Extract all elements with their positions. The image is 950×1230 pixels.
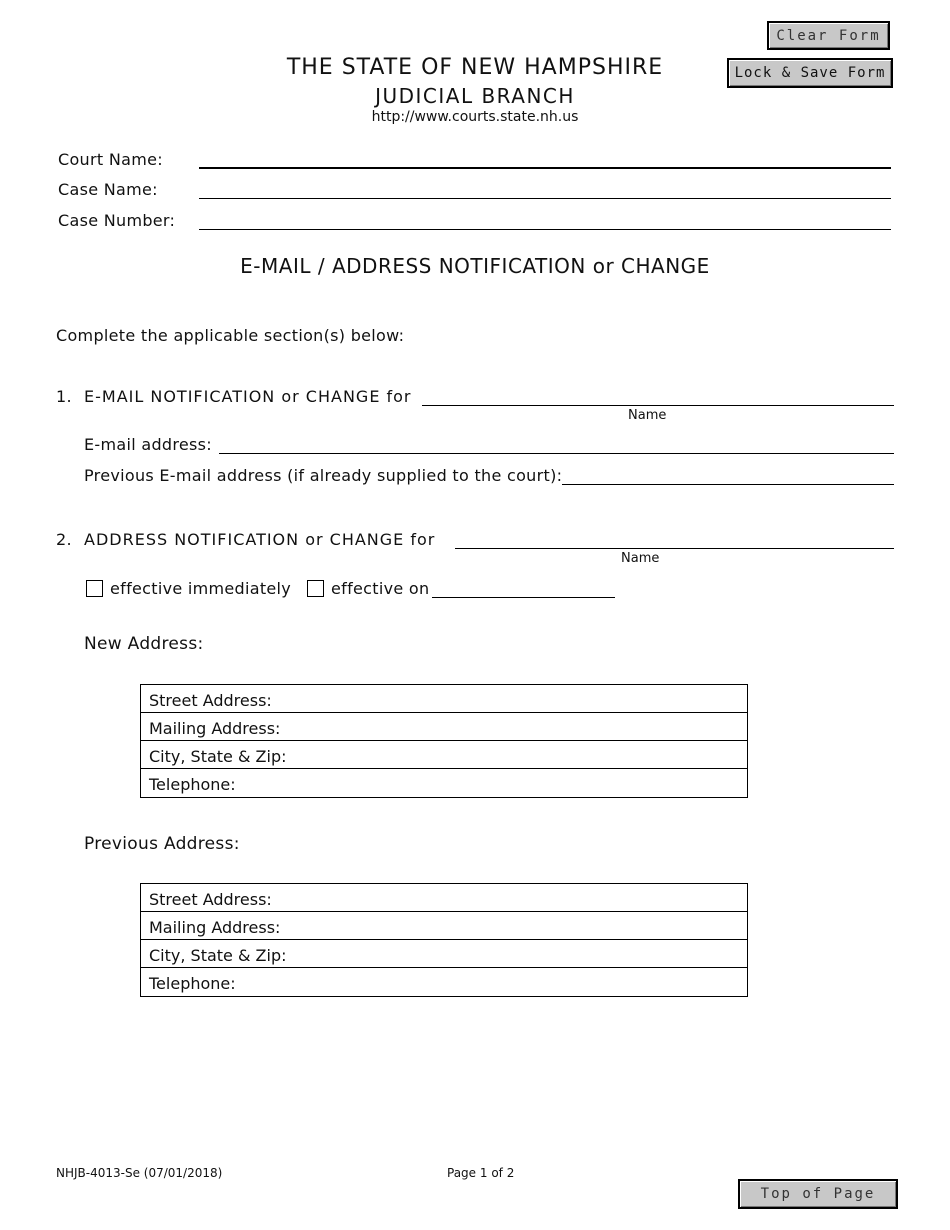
case-name-field[interactable] [199, 198, 891, 199]
effective-on-checkbox[interactable] [307, 580, 324, 597]
section1-number: 1. [56, 387, 72, 406]
prev-city-state-zip-field[interactable]: City, State & Zip: [141, 940, 747, 968]
previous-address-table [140, 883, 748, 997]
prev-street-address-field[interactable]: Street Address: [141, 884, 747, 912]
effective-immediately-label: effective immediately [110, 579, 292, 598]
branch-title: JUDICIAL BRANCH [375, 84, 575, 108]
case-name-label: Case Name: [58, 180, 158, 199]
form-title: E-MAIL / ADDRESS NOTIFICATION or CHANGE [240, 254, 710, 278]
previous-address-label: Previous Address: [84, 834, 240, 854]
effective-on-date-field[interactable] [432, 597, 615, 598]
section2-name-caption: Name [621, 551, 660, 566]
state-title: THE STATE OF NEW HAMPSHIRE [286, 55, 664, 80]
section1-name-caption: Name [628, 408, 667, 423]
new-address-table [140, 684, 748, 798]
section2-heading: ADDRESS NOTIFICATION or CHANGE for [84, 530, 436, 549]
effective-immediately-checkbox[interactable] [86, 580, 103, 597]
top-of-page-button[interactable]: Top of Page [738, 1179, 898, 1209]
instructions: Complete the applicable section(s) below: [56, 326, 405, 345]
court-name-label: Court Name: [58, 150, 163, 169]
prev-email-field[interactable] [562, 484, 894, 485]
prev-mailing-address-field[interactable]: Mailing Address: [141, 912, 747, 940]
new-mailing-address-field[interactable]: Mailing Address: [141, 713, 747, 741]
section1-heading: E-MAIL NOTIFICATION or CHANGE for [84, 387, 412, 406]
lock-save-form-button[interactable]: Lock & Save Form [727, 58, 893, 88]
court-name-field[interactable] [199, 167, 891, 169]
case-number-label: Case Number: [58, 211, 176, 230]
clear-form-button[interactable]: Clear Form [767, 21, 890, 50]
section2-number: 2. [56, 530, 72, 549]
new-address-label: New Address: [84, 634, 204, 654]
form-id: NHJB-4013-Se (07/01/2018) [56, 1166, 223, 1180]
section2-name-field[interactable] [455, 548, 894, 549]
prev-telephone-field[interactable]: Telephone: [149, 974, 236, 993]
email-label: E-mail address: [84, 435, 212, 454]
new-telephone-field[interactable]: Telephone: [149, 775, 236, 794]
page-number: Page 1 of 2 [447, 1166, 515, 1180]
case-number-field[interactable] [199, 229, 891, 230]
effective-on-label: effective on [331, 579, 430, 598]
section1-name-field[interactable] [422, 405, 894, 406]
new-street-address-field[interactable]: Street Address: [141, 685, 747, 713]
new-city-state-zip-field[interactable]: City, State & Zip: [141, 741, 747, 769]
email-field[interactable] [219, 453, 894, 454]
court-url: http://www.courts.state.nh.us [371, 109, 579, 125]
prev-email-label: Previous E-mail address (if already supplied to the court): [84, 466, 563, 485]
